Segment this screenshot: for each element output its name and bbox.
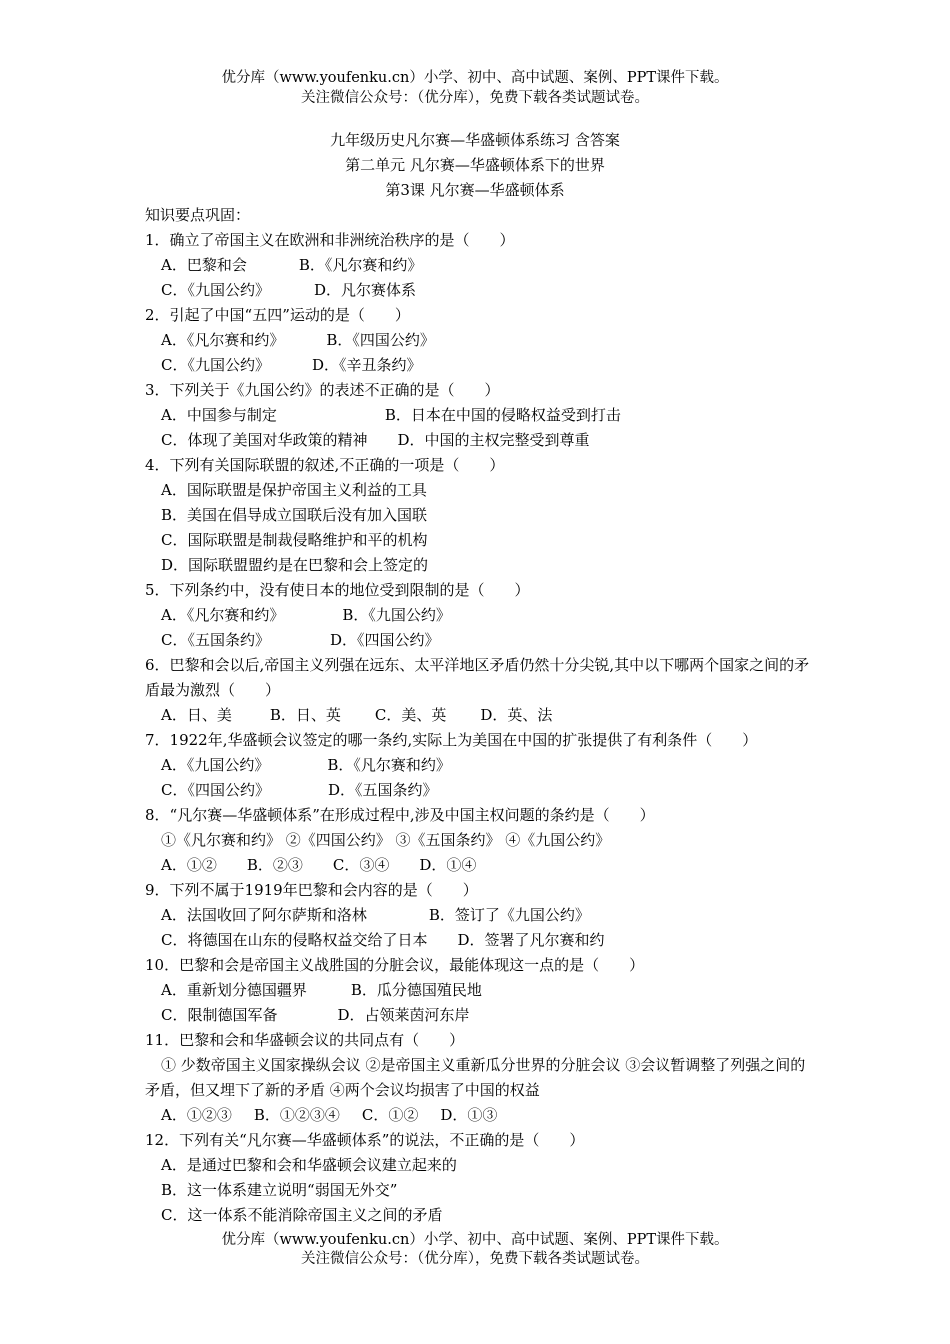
option-row	[145, 253, 810, 278]
header-line-2: 关注微信公众号：（优分库），免费下载各类试题试卷。	[301, 90, 649, 106]
option: C．《四国公约》	[161, 781, 270, 799]
option: D．签署了凡尔赛和约	[457, 931, 605, 949]
option-row	[145, 553, 810, 578]
option-row	[145, 1103, 810, 1128]
option-row	[145, 903, 810, 928]
question-stem: 7．1922年,华盛顿会议签定的哪一条约,实际上为美国在中国的扩张提供了有利条件（ ）	[145, 731, 758, 749]
option: D．①④	[419, 856, 477, 874]
question-choices: ① 少数帝国主义国家操纵会议 ②是帝国主义重新瓜分世界的分脏会议 ③会议暂调整了列强之间的矛盾，但又埋下了新的矛盾 ④两个会议均损害了中国的权益	[145, 1056, 806, 1099]
option-row	[145, 978, 810, 1003]
option: C．这一体系不能消除帝国主义之间的矛盾	[161, 1206, 443, 1224]
option: C．体现了美国对华政策的精神	[161, 431, 368, 449]
option: D．①③	[440, 1106, 498, 1124]
option-row	[145, 603, 810, 628]
option: A．《九国公约》	[161, 756, 270, 774]
option: D．凡尔赛体系	[313, 281, 417, 299]
option-row	[145, 478, 810, 503]
question-stem: 10．巴黎和会是帝国主义战胜国的分脏会议，最能体现这一点的是（ ）	[145, 956, 645, 974]
option: D．《四国公约》	[329, 631, 440, 649]
option: B．日本在中国的侵略权益受到打击	[384, 406, 621, 424]
option-row	[145, 778, 810, 803]
option: C．将德国在山东的侵略权益交给了日本	[161, 931, 428, 949]
option: B．签订了《九国公约》	[428, 906, 590, 924]
option-row	[145, 853, 810, 878]
option: C．国际联盟是制裁侵略维护和平的机构	[161, 531, 428, 549]
footer-line-1: 优分库（www.youfenku.cn）小学、初中、高中试题、案例、PPT课件下载。	[221, 1232, 729, 1248]
option-row	[145, 328, 810, 353]
title-block	[0, 128, 950, 203]
option: D．英、法	[480, 706, 553, 724]
option: B．《九国公约》	[342, 606, 451, 624]
option-row	[145, 703, 810, 728]
option-row	[145, 503, 810, 528]
option: A．①②③	[161, 1106, 232, 1124]
section-label: 知识要点巩固：	[145, 206, 251, 224]
question-stem: 8．“凡尔赛—华盛顿体系”在形成过程中,涉及中国主权问题的条约是（ ）	[145, 806, 655, 824]
option: B．《四国公约》	[326, 331, 435, 349]
question-stem: 6．巴黎和会以后,帝国主义列强在远东、太平洋地区矛盾仍然十分尖锐,其中以下哪两个国家之间的矛盾最为激烈（ ）	[145, 656, 810, 699]
option: A．日、美	[161, 706, 232, 724]
lesson-title: 第3课 凡尔赛—华盛顿体系	[385, 181, 565, 199]
option: B．《凡尔赛和约》	[327, 756, 451, 774]
unit-title: 第二单元 凡尔赛—华盛顿体系下的世界	[345, 156, 605, 174]
option-row	[145, 428, 810, 453]
option-row	[145, 1003, 810, 1028]
option: C．③④	[332, 856, 390, 874]
option-row	[145, 1153, 810, 1178]
question-stem: 12．下列有关“凡尔赛—华盛顿体系”的说法，不正确的是（ ）	[145, 1131, 585, 1149]
option-row	[145, 928, 810, 953]
question-stem: 3．下列关于《九国公约》的表述不正确的是（ ）	[145, 381, 500, 399]
option: B．这一体系建立说明“弱国无外交”	[161, 1181, 398, 1199]
option: A．中国参与制定	[161, 406, 277, 424]
option: B．①②③④	[253, 1106, 340, 1124]
option: A．①②	[161, 856, 217, 874]
option: A．法国收回了阿尔萨斯和洛林	[161, 906, 367, 924]
option-row	[145, 628, 810, 653]
option-row	[145, 753, 810, 778]
option: A．是通过巴黎和会和华盛顿会议建立起来的	[161, 1156, 457, 1174]
footer-line-2: 关注微信公众号：（优分库），免费下载各类试题试卷。	[301, 1251, 649, 1267]
question-stem: 2．引起了中国“五四”运动的是（ ）	[145, 306, 410, 324]
option: A．《凡尔赛和约》	[161, 606, 285, 624]
option: A．国际联盟是保护帝国主义利益的工具	[161, 481, 427, 499]
option-row	[145, 1178, 810, 1203]
question-stem: 1．确立了帝国主义在欧洲和非洲统治秩序的是（ ）	[145, 231, 515, 249]
option: D．中国的主权完整受到尊重	[397, 431, 590, 449]
question-stem: 5．下列条约中，没有使日本的地位受到限制的是（ ）	[145, 581, 530, 599]
question-choices: ①《凡尔赛和约》 ②《四国公约》 ③《五国条约》 ④《九国公约》	[161, 831, 611, 849]
option: A．巴黎和会	[161, 256, 247, 274]
option: B．②③	[246, 856, 303, 874]
option: C．限制德国军备	[161, 1006, 278, 1024]
option: B．日、英	[269, 706, 341, 724]
option: A．《凡尔赛和约》	[161, 331, 285, 349]
option-row	[145, 353, 810, 378]
question-stem: 9．下列不属于1919年巴黎和会内容的是（ ）	[145, 881, 478, 899]
option: D．占领莱茵河东岸	[337, 1006, 470, 1024]
option: C．①②	[361, 1106, 419, 1124]
option: C．美、英	[374, 706, 447, 724]
option: A．重新划分德国疆界	[161, 981, 307, 999]
option: B．美国在倡导成立国联后没有加入国联	[161, 506, 428, 524]
option-row	[145, 528, 810, 553]
page-title: 九年级历史凡尔赛—华盛顿体系练习 含答案	[330, 131, 620, 149]
option: C．《九国公约》	[161, 356, 270, 374]
option: B．瓜分德国殖民地	[350, 981, 482, 999]
option-row	[145, 278, 810, 303]
option: C．《九国公约》	[161, 281, 270, 299]
option: D．国际联盟盟约是在巴黎和会上签定的	[161, 556, 429, 574]
question-stem: 4．下列有关国际联盟的叙述,不正确的一项是（ ）	[145, 456, 505, 474]
option-row	[145, 1203, 810, 1228]
question-stem: 11．巴黎和会和华盛顿会议的共同点有（ ）	[145, 1031, 465, 1049]
option: C．《五国条约》	[161, 631, 270, 649]
option: B．《凡尔赛和约》	[298, 256, 423, 274]
option: D．《五国条约》	[327, 781, 438, 799]
header-line-1: 优分库（www.youfenku.cn）小学、初中、高中试题、案例、PPT课件下载。	[221, 70, 729, 86]
option-row	[145, 403, 810, 428]
option: D．《辛丑条约》	[311, 356, 422, 374]
question-list	[145, 203, 810, 1228]
